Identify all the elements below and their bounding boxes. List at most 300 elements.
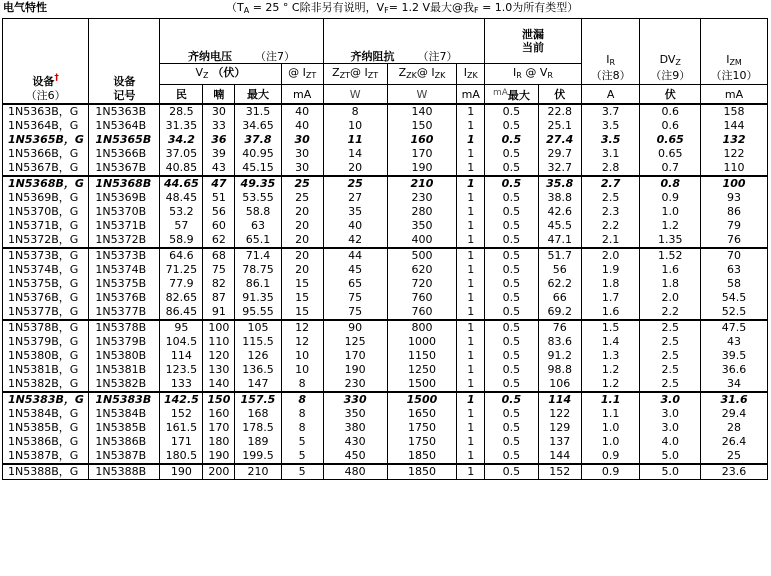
marking-cell: 1N5379B [89,335,160,349]
zzt-cell: 170 [323,349,387,363]
izm-cell: 100 [701,176,768,191]
unit-vr-volts: 伏 [538,85,581,105]
vz-max-cell: 95.55 [235,305,281,320]
izk-cell: 1 [457,191,485,205]
izk-cell: 1 [457,349,485,363]
zzt-cell: 20 [323,161,387,176]
zzk-cell: 1500 [387,377,457,392]
device-cell: 1N5382B，G [3,377,89,392]
table-row [3,161,768,176]
marking-cell: 1N5388B [89,464,160,480]
unit-min: 民 [160,85,203,105]
table-row [3,191,768,205]
dvz-cell: 2.5 [640,335,701,349]
marking-cell: 1N5368B [89,176,160,191]
vz-min-cell: 37.05 [160,147,203,161]
zzk-cell: 500 [387,248,457,263]
vr-cell: 98.8 [538,363,581,377]
dvz-cell: 0.7 [640,161,701,176]
vz-min-cell: 86.45 [160,305,203,320]
marking-cell: 1N5365B [89,133,160,147]
zzt-cell: 27 [323,191,387,205]
zzk-cell: 720 [387,277,457,291]
device-cell: 1N5376B，G [3,291,89,305]
device-cell: 1N5368B，G [3,176,89,191]
vz-min-cell: 114 [160,349,203,363]
zzt-cell: 230 [323,377,387,392]
header-device: 设备† （注6） [3,64,89,105]
zzt-cell: 35 [323,205,387,219]
table-row [3,133,768,147]
table-row [3,305,768,320]
ir-amp-cell: 2.3 [581,205,640,219]
dvz-cell: 3.0 [640,407,701,421]
dvz-cell: 0.65 [640,147,701,161]
vr-cell: 25.1 [538,119,581,133]
device-cell: 1N5374B，G [3,263,89,277]
vz-min-cell: 44.65 [160,176,203,191]
ir-ma-cell: 0.5 [485,320,538,335]
table-row [3,263,768,277]
izt-cell: 15 [281,291,323,305]
vz-min-cell: 82.65 [160,291,203,305]
marking-cell: 1N5366B [89,147,160,161]
zzt-cell: 380 [323,421,387,435]
zzk-cell: 350 [387,219,457,233]
vz-max-cell: 34.65 [235,119,281,133]
zzk-cell: 1000 [387,335,457,349]
izm-cell: 29.4 [701,407,768,421]
izk-cell: 1 [457,219,485,233]
vz-nom-cell: 36 [203,133,235,147]
ir-amp-cell: 2.8 [581,161,640,176]
table-row [3,363,768,377]
table-row [3,335,768,349]
vz-nom-cell: 75 [203,263,235,277]
ir-ma-cell: 0.5 [485,133,538,147]
vr-cell: 56 [538,263,581,277]
marking-cell: 1N5372B [89,233,160,248]
table-row [3,119,768,133]
izt-cell: 40 [281,119,323,133]
vz-min-cell: 34.2 [160,133,203,147]
zzt-cell: 10 [323,119,387,133]
device-cell: 1N5369B，G [3,191,89,205]
vz-max-cell: 78.75 [235,263,281,277]
ir-ma-cell: 0.5 [485,277,538,291]
vz-min-cell: 95 [160,320,203,335]
vz-nom-cell: 200 [203,464,235,480]
ir-amp-cell: 2.7 [581,176,640,191]
dvz-cell: 2.0 [640,291,701,305]
vr-cell: 76 [538,320,581,335]
vz-min-cell: 77.9 [160,277,203,291]
device-cell: 1N5380B，G [3,349,89,363]
izk-cell: 1 [457,176,485,191]
izm-cell: 34 [701,377,768,392]
vz-min-cell: 171 [160,435,203,449]
vr-cell: 129 [538,421,581,435]
dvz-cell: 0.65 [640,133,701,147]
zzk-cell: 1150 [387,349,457,363]
table-row [3,248,768,263]
izt-cell: 15 [281,277,323,291]
zzt-cell: 75 [323,291,387,305]
marking-cell: 1N5384B [89,407,160,421]
ir-ma-cell: 0.5 [485,449,538,464]
zzt-cell: 14 [323,147,387,161]
unit-izt-ma: mA [281,85,323,105]
zzt-cell: 65 [323,277,387,291]
izt-cell: 8 [281,407,323,421]
izm-cell: 63 [701,263,768,277]
vz-max-cell: 53.55 [235,191,281,205]
dvz-cell: 2.5 [640,320,701,335]
vz-nom-cell: 47 [203,176,235,191]
zzt-cell: 350 [323,407,387,421]
izt-cell: 5 [281,435,323,449]
dvz-cell: 2.5 [640,349,701,363]
izm-cell: 26.4 [701,435,768,449]
izk-cell: 1 [457,377,485,392]
dvz-cell: 5.0 [640,449,701,464]
device-cell: 1N5377B，G [3,305,89,320]
vz-min-cell: 190 [160,464,203,480]
izk-cell: 1 [457,205,485,219]
izt-cell: 25 [281,191,323,205]
izm-cell: 76 [701,233,768,248]
table-row [3,104,768,119]
ir-amp-cell: 2.0 [581,248,640,263]
zzt-cell: 42 [323,233,387,248]
ir-amp-cell: 3.5 [581,133,640,147]
table-row [3,407,768,421]
header-izm: $I_{ZM}$ （注10） [701,19,768,85]
zzt-cell: 11 [323,133,387,147]
device-cell: 1N5371B，G [3,219,89,233]
dvz-cell: 1.2 [640,219,701,233]
title-row [0,0,771,16]
zzk-cell: 760 [387,291,457,305]
zzt-cell: 125 [323,335,387,349]
zzt-cell: 44 [323,248,387,263]
table-body [3,104,768,480]
header-ir-at-vr: $I_R$ @ $V_R$ [485,64,582,85]
vz-min-cell: 180.5 [160,449,203,464]
device-cell: 1N5364B，G [3,119,89,133]
header-dvz: $DV_Z$ （注9） [640,19,701,85]
ir-amp-cell: 1.2 [581,363,640,377]
dvz-cell: 1.0 [640,205,701,219]
vz-min-cell: 64.6 [160,248,203,263]
dvz-cell: 0.6 [640,104,701,119]
izt-cell: 20 [281,248,323,263]
header-zzt: $Z_{ZT}@$ $I_{ZT}$ [323,64,387,85]
marking-cell: 1N5378B [89,320,160,335]
izm-cell: 54.5 [701,291,768,305]
zzt-cell: 330 [323,392,387,407]
vz-max-cell: 86.1 [235,277,281,291]
izt-cell: 8 [281,421,323,435]
zzk-cell: 1250 [387,363,457,377]
izt-cell: 12 [281,335,323,349]
vz-max-cell: 147 [235,377,281,392]
marking-cell: 1N5369B [89,191,160,205]
vz-max-cell: 189 [235,435,281,449]
table-row [3,320,768,335]
table-row [3,435,768,449]
marking-cell: 1N5386B [89,435,160,449]
zzt-cell: 450 [323,449,387,464]
zzt-cell: 25 [323,176,387,191]
izt-cell: 12 [281,320,323,335]
unit-zzk-ohm: W [387,85,457,105]
header-leakage-current: 泄漏 当前 [485,19,582,64]
ir-ma-cell: 0.5 [485,392,538,407]
zzk-cell: 280 [387,205,457,219]
zzk-cell: 400 [387,233,457,248]
device-cell: 1N5375B，G [3,277,89,291]
vz-nom-cell: 150 [203,392,235,407]
vz-min-cell: 152 [160,407,203,421]
ir-ma-cell: 0.5 [485,219,538,233]
vr-cell: 51.7 [538,248,581,263]
vz-nom-cell: 100 [203,320,235,335]
vz-max-cell: 157.5 [235,392,281,407]
zzt-cell: 8 [323,104,387,119]
vz-max-cell: 49.35 [235,176,281,191]
device-cell: 1N5381B，G [3,363,89,377]
izm-cell: 110 [701,161,768,176]
vz-max-cell: 91.35 [235,291,281,305]
zzt-cell: 40 [323,219,387,233]
vr-cell: 45.5 [538,219,581,233]
zzk-cell: 160 [387,133,457,147]
device-cell: 1N5385B，G [3,421,89,435]
zzk-cell: 140 [387,104,457,119]
izt-cell: 30 [281,147,323,161]
izk-cell: 1 [457,435,485,449]
marking-cell: 1N5376B [89,291,160,305]
ir-amp-cell: 1.4 [581,335,640,349]
vz-max-cell: 210 [235,464,281,480]
izk-cell: 1 [457,263,485,277]
izk-cell: 1 [457,407,485,421]
marking-cell: 1N5367B [89,161,160,176]
device-cell: 1N5370B，G [3,205,89,219]
device-cell: 1N5378B，G [3,320,89,335]
ir-ma-cell: 0.5 [485,233,538,248]
zzk-cell: 1500 [387,392,457,407]
zzk-cell: 1750 [387,435,457,449]
table-row [3,205,768,219]
marking-cell: 1N5387B [89,449,160,464]
izt-cell: 40 [281,104,323,119]
device-cell: 1N5366B，G [3,147,89,161]
zzk-cell: 170 [387,147,457,161]
ir-amp-cell: 2.5 [581,191,640,205]
izt-cell: 8 [281,377,323,392]
izk-cell: 1 [457,147,485,161]
zzk-cell: 800 [387,320,457,335]
ir-amp-cell: 3.7 [581,104,640,119]
header-zener-voltage: 齐纳电压 （注7） [160,19,323,64]
vz-nom-cell: 160 [203,407,235,421]
marking-cell: 1N5364B [89,119,160,133]
unit-nom: 喃 [203,85,235,105]
marking-cell: 1N5383B [89,392,160,407]
ir-amp-cell: 1.7 [581,291,640,305]
izm-cell: 31.6 [701,392,768,407]
table-row [3,219,768,233]
ir-ma-cell: 0.5 [485,407,538,421]
izm-cell: 25 [701,449,768,464]
izk-cell: 1 [457,277,485,291]
vr-cell: 69.2 [538,305,581,320]
izk-cell: 1 [457,305,485,320]
vz-max-cell: 58.8 [235,205,281,219]
izk-cell: 1 [457,363,485,377]
izm-cell: 93 [701,191,768,205]
marking-cell: 1N5370B [89,205,160,219]
vz-min-cell: 48.45 [160,191,203,205]
vz-max-cell: 37.8 [235,133,281,147]
izm-cell: 70 [701,248,768,263]
ir-amp-cell: 0.9 [581,464,640,480]
izm-cell: 47.5 [701,320,768,335]
table-row [3,277,768,291]
device-cell: 1N5367B，G [3,161,89,176]
vz-max-cell: 199.5 [235,449,281,464]
zzt-cell: 45 [323,263,387,277]
header-zener-impedance: 齐纳阻抗 （注7） [323,19,484,64]
marking-cell: 1N5382B [89,377,160,392]
ir-ma-cell: 0.5 [485,248,538,263]
dvz-cell: 2.5 [640,363,701,377]
izt-cell: 15 [281,305,323,320]
vz-max-cell: 63 [235,219,281,233]
table-row [3,449,768,464]
vr-cell: 91.2 [538,349,581,363]
ir-amp-cell: 1.6 [581,305,640,320]
vz-min-cell: 57 [160,219,203,233]
ir-amp-cell: 1.8 [581,277,640,291]
vz-nom-cell: 140 [203,377,235,392]
vr-cell: 83.6 [538,335,581,349]
marking-cell: 1N5373B [89,248,160,263]
marking-cell: 1N5377B [89,305,160,320]
vz-max-cell: 115.5 [235,335,281,349]
vz-nom-cell: 56 [203,205,235,219]
izm-cell: 144 [701,119,768,133]
vz-nom-cell: 170 [203,421,235,435]
marking-cell: 1N5375B [89,277,160,291]
zzk-cell: 1750 [387,421,457,435]
izk-cell: 1 [457,320,485,335]
izt-cell: 10 [281,349,323,363]
table-row [3,392,768,407]
vz-min-cell: 161.5 [160,421,203,435]
ir-ma-cell: 0.5 [485,464,538,480]
zzt-cell: 190 [323,363,387,377]
dvz-cell: 1.6 [640,263,701,277]
dvz-cell: 1.52 [640,248,701,263]
unit-ir-ma-max: $^{mA}$最大 [485,85,538,105]
vz-nom-cell: 120 [203,349,235,363]
izk-cell: 1 [457,161,485,176]
vr-cell: 122 [538,407,581,421]
device-cell: 1N5365B，G [3,133,89,147]
zzt-cell: 75 [323,305,387,320]
header-zzk: $Z_{ZK}@$ $I_{ZK}$ [387,64,457,85]
device-cell: 1N5372B，G [3,233,89,248]
marking-cell: 1N5385B [89,421,160,435]
vz-nom-cell: 82 [203,277,235,291]
table-row [3,349,768,363]
unit-dvz-volts: 伏 [640,85,701,105]
ir-ma-cell: 0.5 [485,349,538,363]
izk-cell: 1 [457,133,485,147]
vz-min-cell: 71.25 [160,263,203,277]
izk-cell: 1 [457,421,485,435]
ir-ma-cell: 0.5 [485,421,538,435]
ir-amp-cell: 1.2 [581,377,640,392]
ir-ma-cell: 0.5 [485,363,538,377]
izt-cell: 8 [281,392,323,407]
header-ir: $I_R$ （注8） [581,19,640,85]
table-row [3,291,768,305]
ir-ma-cell: 0.5 [485,147,538,161]
ir-amp-cell: 3.5 [581,119,640,133]
vz-min-cell: 40.85 [160,161,203,176]
marking-cell: 1N5371B [89,219,160,233]
ir-amp-cell: 3.1 [581,147,640,161]
ir-ma-cell: 0.5 [485,435,538,449]
dvz-cell: 4.0 [640,435,701,449]
izk-cell: 1 [457,248,485,263]
header-blank-marking [89,19,160,64]
zzk-cell: 760 [387,305,457,320]
ir-ma-cell: 0.5 [485,176,538,191]
marking-cell: 1N5374B [89,263,160,277]
marking-cell: 1N5363B [89,104,160,119]
izt-cell: 25 [281,176,323,191]
table-row [3,421,768,435]
device-cell: 1N5387B，G [3,449,89,464]
table-row [3,377,768,392]
izt-cell: 20 [281,233,323,248]
marking-cell: 1N5381B [89,363,160,377]
ir-amp-cell: 2.2 [581,219,640,233]
dvz-cell: 3.0 [640,421,701,435]
izm-cell: 122 [701,147,768,161]
izm-cell: 58 [701,277,768,291]
zzk-cell: 210 [387,176,457,191]
vz-nom-cell: 110 [203,335,235,349]
marking-cell: 1N5380B [89,349,160,363]
izm-cell: 52.5 [701,305,768,320]
vz-nom-cell: 68 [203,248,235,263]
vr-cell: 35.8 [538,176,581,191]
vz-nom-cell: 62 [203,233,235,248]
dvz-cell: 0.6 [640,119,701,133]
vr-cell: 47.1 [538,233,581,248]
zzk-cell: 1850 [387,464,457,480]
ir-ma-cell: 0.5 [485,191,538,205]
vz-nom-cell: 30 [203,104,235,119]
table-row [3,233,768,248]
dvz-cell: 0.9 [640,191,701,205]
